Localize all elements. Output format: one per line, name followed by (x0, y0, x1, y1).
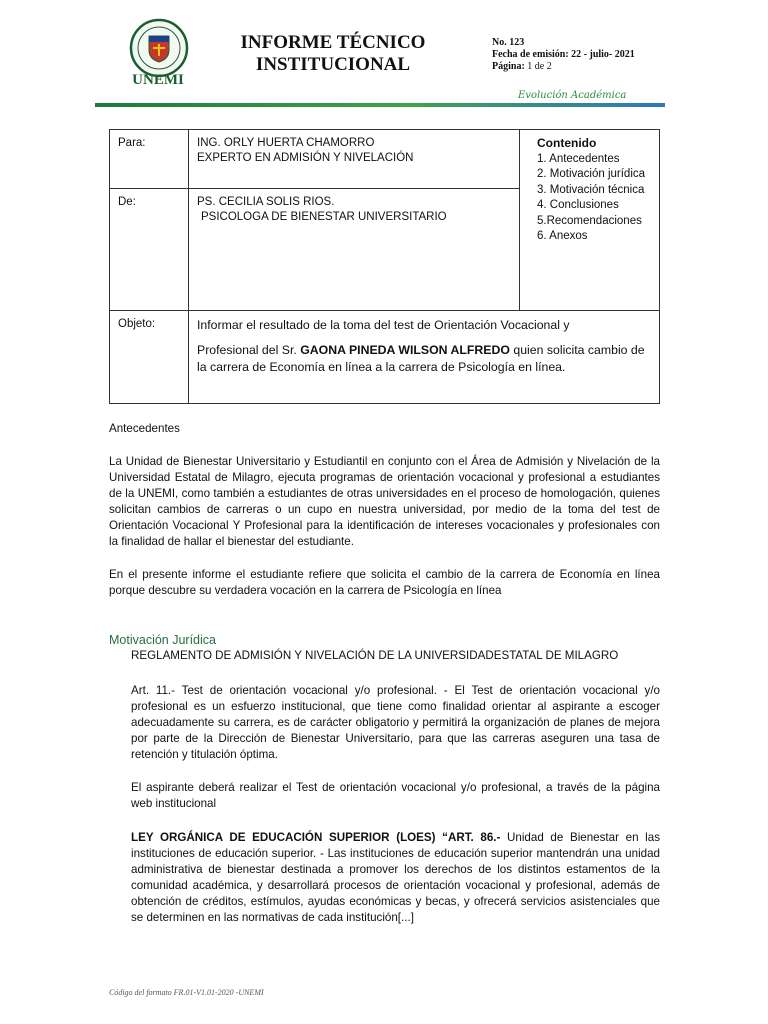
motivacion-heading: Motivación Jurídica (109, 633, 216, 647)
student-name: GAONA PINEDA WILSON ALFREDO (300, 343, 510, 357)
contents-item: 5.Recomendaciones (537, 214, 642, 227)
page-count: 1 de 2 (527, 61, 552, 72)
objeto-value: Informar el resultado de la toma del test de Orientación Vocacional y Profesional del Sr. GAONA PINEDA WILSON ALFREDO quien solicita cambio de la carrera de Economía en línea a la carrera de Psicología en línea. (189, 311, 660, 404)
emission-date: Fecha de emisión: 22 - julio- 2021 (492, 49, 635, 60)
contents-title: Contenido (537, 136, 597, 150)
objeto-label: Objeto: (110, 311, 189, 404)
document-meta: No. 123 Fecha de emisión: 22 - julio- 2021 Página: 1 de 2 (492, 37, 635, 72)
document-title: INFORME TÉCNICO INSTITUCIONAL (240, 32, 426, 75)
de-value: PS. CECILIA SOLIS RIOS. PSICOLOGA DE BIENESTAR UNIVERSITARIO (189, 189, 520, 311)
slogan: Evolución Académica (518, 90, 627, 101)
antecedentes-paragraph: En el presente informe el estudiante refiere que solicita el cambio de la carrera de Economía en línea porque descubre su verdadera vocación en la carrera de Psicología en línea (109, 568, 660, 597)
aspirante-paragraph: El aspirante deberá realizar el Test de orientación vocacional y/o profesional, a través de la página web institucional (131, 781, 660, 810)
contents-item: 3. Motivación técnica (537, 183, 645, 196)
contents-item: 4. Conclusiones (537, 199, 619, 211)
motivacion-section (109, 632, 660, 926)
para-label: Para: (110, 130, 189, 189)
header-divider (95, 103, 665, 107)
reglamento-title: REGLAMENTO DE ADMISIÓN Y NIVELACIÓN DE LA UNIVERSIDADESTATAL DE MILAGRO (131, 649, 619, 662)
contents-list (520, 130, 660, 311)
logo-wordmark: UNEMI (132, 72, 184, 88)
de-label: De: (110, 189, 189, 311)
contents-item: 2. Motivación jurídica (537, 168, 646, 180)
memo-table (109, 129, 660, 404)
document-number: No. 123 (492, 37, 525, 48)
contents-item: 1. Antecedentes (537, 152, 620, 165)
article-11: Art. 11.- Test de orientación vocacional y/o profesional. - El Test de orientación vocacional y/o profesional es un esfuerzo institucional, que tiene como finalidad orientar al aspirante a escoger adecuadamente su carrera, es de carácter obligatorio y permitirá la organización de planes de mejora por parte de la Dirección de Bienestar Universitario, para que las carreras aseguren una tasa de retención y titulación óptima. (131, 684, 660, 761)
antecedentes-paragraph: La Unidad de Bienestar Universitario y Estudiantil en conjunto con el Área de Admisión y Nivelación de la Universidad Estatal de Milagro, ejecuta programas de orientación vocacional y profesional a estudiantes de la UNEMI, como también a estudiantes de otras universidades en el proceso de homologación, quienes solicitan cambios de carreras o un cupo en nuestra universidad, por medio de la toma del test de Orientación Vocacional Y Profesional para la identificación de intereses vocacionales y profesionales con la finalidad de hallar el bienestar del estudiante. (109, 455, 660, 548)
antecedentes-heading: Antecedentes (109, 422, 180, 435)
contents-item: 6. Anexos (537, 230, 588, 242)
para-value: ING. ORLY HUERTA CHAMORRO EXPERTO EN ADMISIÓN Y NIVELACIÓN (189, 130, 520, 189)
loes-paragraph: LEY ORGÁNICA DE EDUCACIÓN SUPERIOR (LOES) “ART. 86.- Unidad de Bienestar en las instituciones de educación superior. - Las instituciones de educación superior mantendrán una unidad administrativa de bienestar destinada a promover los derechos de los distintos estamentos de la comunidad académica, y desarrollará procesos de orientación vocacional y profesional, además de obtención de créditos, estímulos, ayudas económicas y becas, y ofrecerá servicios asistenciales que se determinen en las normativas de cada institución[...] (131, 831, 660, 924)
antecedentes-section (109, 421, 660, 599)
format-code: Código del formato FR.01-V1.01-2020 -UNEMI (109, 988, 264, 997)
